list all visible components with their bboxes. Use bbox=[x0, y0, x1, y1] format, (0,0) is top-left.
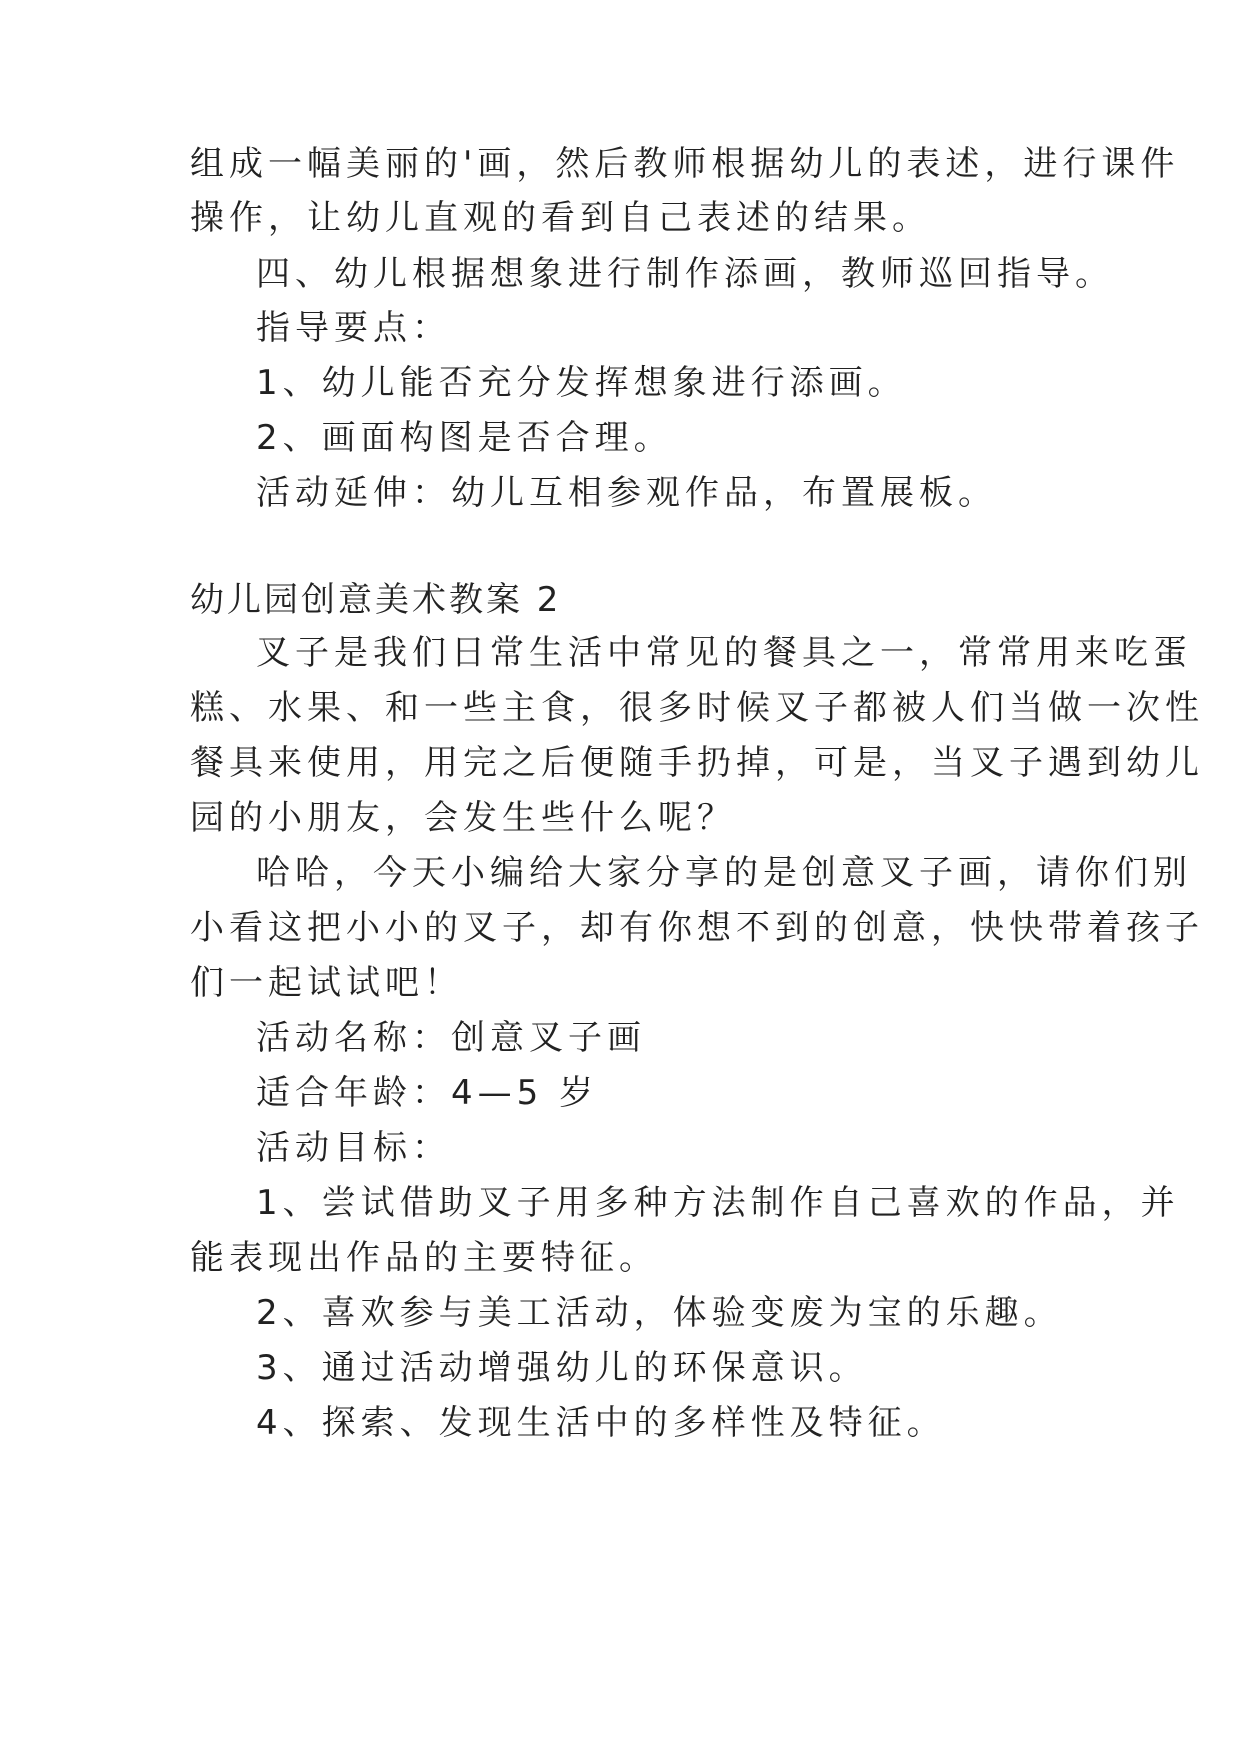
paragraph-line: 哈哈，今天小编给大家分享的是创意叉子画，请你们别 bbox=[256, 853, 1192, 893]
paragraph-line: 们一起试试吧！ bbox=[190, 963, 463, 1003]
paragraph-line: 小看这把小小的叉子，却有你想不到的创意，快快带着孩子 bbox=[190, 908, 1204, 948]
paragraph-line: 餐具来使用，用完之后便随手扔掉，可是，当叉子遇到幼儿 bbox=[190, 743, 1204, 783]
suitable-age: 适合年龄：4—5 岁 bbox=[256, 1073, 599, 1113]
goal-1-line-2: 能表现出作品的主要特征。 bbox=[190, 1238, 658, 1278]
guide-point-2: 2、画面构图是否合理。 bbox=[256, 418, 673, 458]
goal-4: 4、探索、发现生活中的多样性及特征。 bbox=[256, 1403, 946, 1443]
paragraph-line: 园的小朋友，会发生些什么呢？ bbox=[190, 798, 736, 838]
guide-point-1: 1、幼儿能否充分发挥想象进行添画。 bbox=[256, 363, 907, 403]
paragraph-line: 操作，让幼儿直观的看到自己表述的结果。 bbox=[190, 198, 931, 238]
goals-title: 活动目标： bbox=[256, 1128, 451, 1168]
goal-3: 3、通过活动增强幼儿的环保意识。 bbox=[256, 1348, 868, 1388]
activity-name: 活动名称：创意叉子画 bbox=[256, 1018, 646, 1058]
paragraph-line: 组成一幅美丽的'画，然后教师根据幼儿的表述，进行课件 bbox=[190, 144, 1180, 184]
goal-1-line-1: 1、尝试借助叉子用多种方法制作自己喜欢的作品，并 bbox=[256, 1183, 1180, 1223]
goal-2: 2、喜欢参与美工活动，体验变废为宝的乐趣。 bbox=[256, 1293, 1063, 1333]
paragraph-line: 糕、水果、和一些主食，很多时候叉子都被人们当做一次性 bbox=[190, 688, 1204, 728]
section-title: 幼儿园创意美术教案 2 bbox=[190, 580, 562, 620]
paragraph-line: 叉子是我们日常生活中常见的餐具之一，常常用来吃蛋 bbox=[256, 633, 1192, 673]
step-four-text: 四、幼儿根据想象进行制作添画，教师巡回指导。 bbox=[256, 254, 1114, 294]
activity-extension: 活动延伸：幼儿互相参观作品，布置展板。 bbox=[256, 473, 997, 513]
guide-points-title: 指导要点： bbox=[256, 308, 451, 348]
